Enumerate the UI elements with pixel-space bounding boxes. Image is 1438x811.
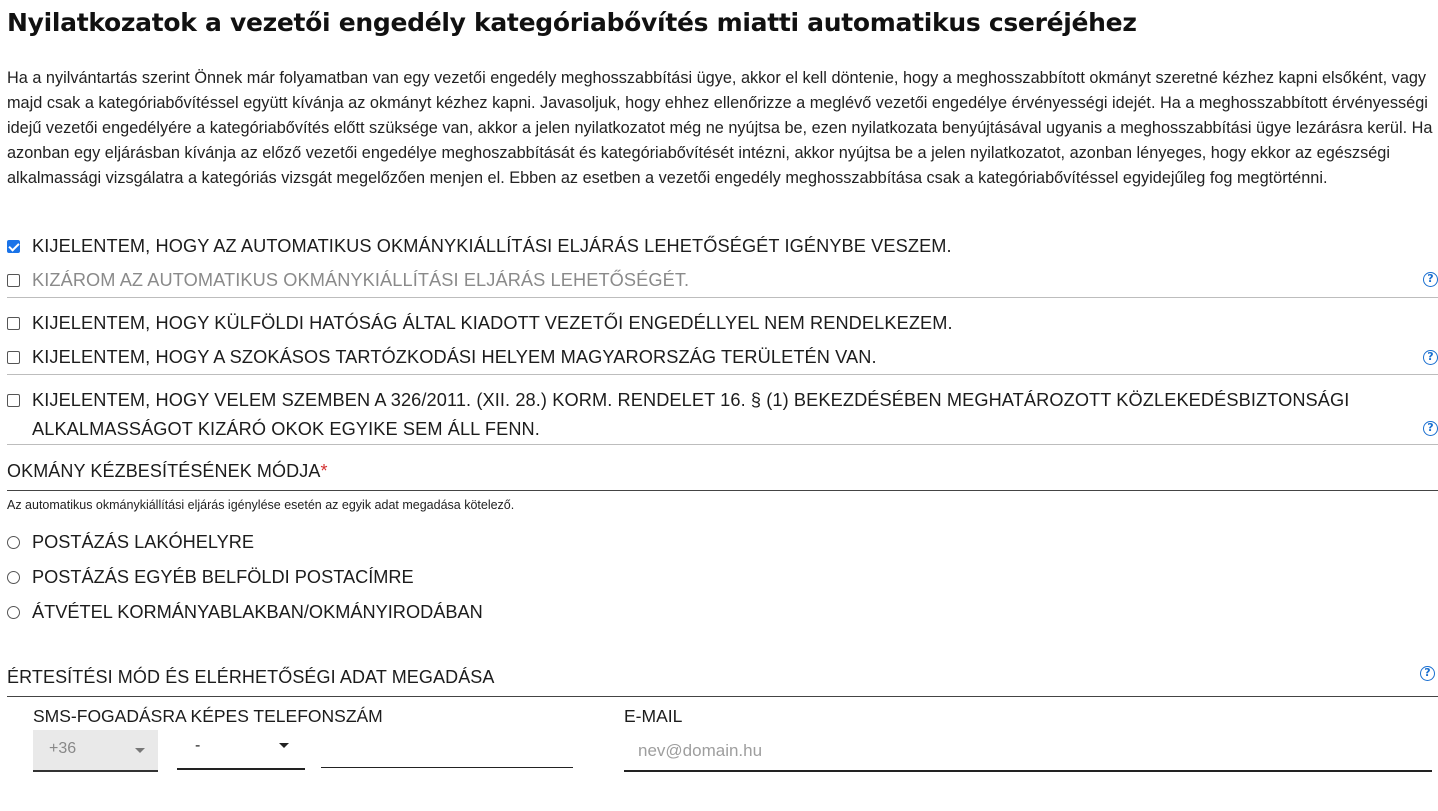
- divider: [7, 297, 1438, 298]
- declaration-no-exclusion-label: KIJELENTEM, HOGY VELEM SZEMBEN A 326/2011. (XII. 28.) KORM. RENDELET 16. § (1) BEKEZDÉSÉBEN MEGHATÁROZOTT KÖZLEKEDÉSBIZTONSÁGI ALKALMASSÁGOT KIZÁRÓ OKOK EGYIKE SEM ÁLL FENN.: [32, 390, 1350, 439]
- divider: [7, 490, 1438, 491]
- divider: [7, 444, 1438, 445]
- radio-option-label: POSTÁZÁS LAKÓHELYRE: [32, 532, 255, 552]
- phone-number-input[interactable]: [321, 730, 573, 768]
- help-icon[interactable]: ?: [1423, 350, 1438, 365]
- email-label: E-MAIL: [624, 706, 683, 726]
- declaration-no-exclusion[interactable]: [7, 386, 1438, 444]
- area-code-value: -: [195, 737, 201, 754]
- checkbox-no-exclusion[interactable]: [7, 394, 20, 407]
- declaration-automatic-accept[interactable]: [7, 236, 1438, 262]
- divider: [7, 696, 1438, 697]
- radio-option-label: POSTÁZÁS EGYÉB BELFÖLDI POSTACÍMRE: [32, 567, 414, 587]
- delivery-note: Az automatikus okmánykiállítási eljárás igénylése esetén az egyik adat megadása kötelező.: [7, 498, 515, 512]
- declaration-no-foreign-license[interactable]: [7, 313, 1438, 339]
- radio-button[interactable]: [7, 571, 20, 584]
- help-icon[interactable]: ?: [1420, 666, 1435, 681]
- declaration-automatic-accept-label: KIJELENTEM, HOGY AZ AUTOMATIKUS OKMÁNYKIÁLLÍTÁSI ELJÁRÁS LEHETŐSÉGÉT IGÉNYBE VESZEM.: [32, 236, 952, 256]
- declaration-no-foreign-license-label: KIJELENTEM, HOGY KÜLFÖLDI HATÓSÁG ÁLTAL KIADOTT VEZETŐI ENGEDÉLLYEL NEM RENDELKEZEM.: [32, 313, 953, 333]
- delivery-title-text: OKMÁNY KÉZBESÍTÉSÉNEK MÓDJA: [7, 461, 321, 481]
- notification-section-title: ÉRTESÍTÉSI MÓD ÉS ELÉRHETŐSÉGI ADAT MEGADÁSA: [7, 667, 495, 687]
- checkbox-no-foreign-license[interactable]: [7, 317, 20, 330]
- chevron-down-icon: [279, 743, 289, 748]
- radio-option-label: ÁTVÉTEL KORMÁNYABLAKBAN/OKMÁNYIRODÁBAN: [32, 602, 483, 622]
- declaration-residence-hungary[interactable]: [7, 347, 1438, 373]
- radio-button[interactable]: [7, 536, 20, 549]
- help-icon[interactable]: ?: [1423, 272, 1438, 287]
- email-input[interactable]: [624, 732, 1432, 772]
- area-code-select[interactable]: [177, 730, 305, 770]
- country-code-value: +36: [49, 740, 77, 757]
- page-title: Nyilatkozatok a vezetői engedély kategóriabővítés miatti automatikus cseréjéhez: [7, 8, 1137, 37]
- chevron-down-icon: [135, 748, 145, 753]
- radio-button[interactable]: [7, 606, 20, 619]
- intro-text: Ha a nyilvántartás szerint Önnek már folyamatban van egy vezetői engedély meghosszabbítási ügye, akkor el kell döntenie, hogy a meghosszabbított okmányt szeretné kézhez kapni elsőként, vagy majd csak a kategóriabővítéssel együtt kívánja az okmányt kézhez kapni. Javasoljuk, hogy ehhez ellenőrizze a meglévő vezetői engedélye érvényességi idejét. Ha a meghosszabbított érvényességi idejű vezetői engedélyére a kategóriabővítés előtt szüksége van, akkor a jelen nyilatkozatot még ne nyújtsa be, ezen nyilatkozata benyújtásával ugyanis a meghosszabbítási ügye lezárásra kerül. Ha azonban egy eljárásban kívánja az előző vezetői engedélye meghoszabbítását és kategóriabővítését intézni, akkor nyújtsa be a jelen nyilatkozatot, azonban lényeges, hogy ekkor az egészségi alkalmassági vizsgálatra a kategóriás vizsgát megelőzően menjen el. Ebben az esetben a vezetői engedély meghosszabbítása csak a kategóriabővítéssel egyidejűleg fog megtörténni.: [7, 69, 1433, 187]
- declaration-residence-hungary-label: KIJELENTEM, HOGY A SZOKÁSOS TARTÓZKODÁSI HELYEM MAGYARORSZÁG TERÜLETÉN VAN.: [32, 347, 877, 367]
- help-icon[interactable]: ?: [1423, 421, 1438, 436]
- checkbox-automatic-exclude[interactable]: [7, 274, 20, 287]
- divider: [7, 374, 1438, 375]
- delivery-section-title: [7, 461, 328, 482]
- required-mark: *: [320, 461, 328, 481]
- declaration-automatic-exclude[interactable]: [7, 270, 1438, 296]
- checkbox-residence-hungary[interactable]: [7, 351, 20, 364]
- phone-label: SMS-FOGADÁSRA KÉPES TELEFONSZÁM: [33, 706, 383, 726]
- checkbox-automatic-accept[interactable]: [7, 240, 20, 253]
- country-code-select[interactable]: [33, 730, 158, 772]
- declaration-automatic-exclude-label: KIZÁROM AZ AUTOMATIKUS OKMÁNYKIÁLLÍTÁSI ELJÁRÁS LEHETŐSÉGÉT.: [32, 270, 690, 290]
